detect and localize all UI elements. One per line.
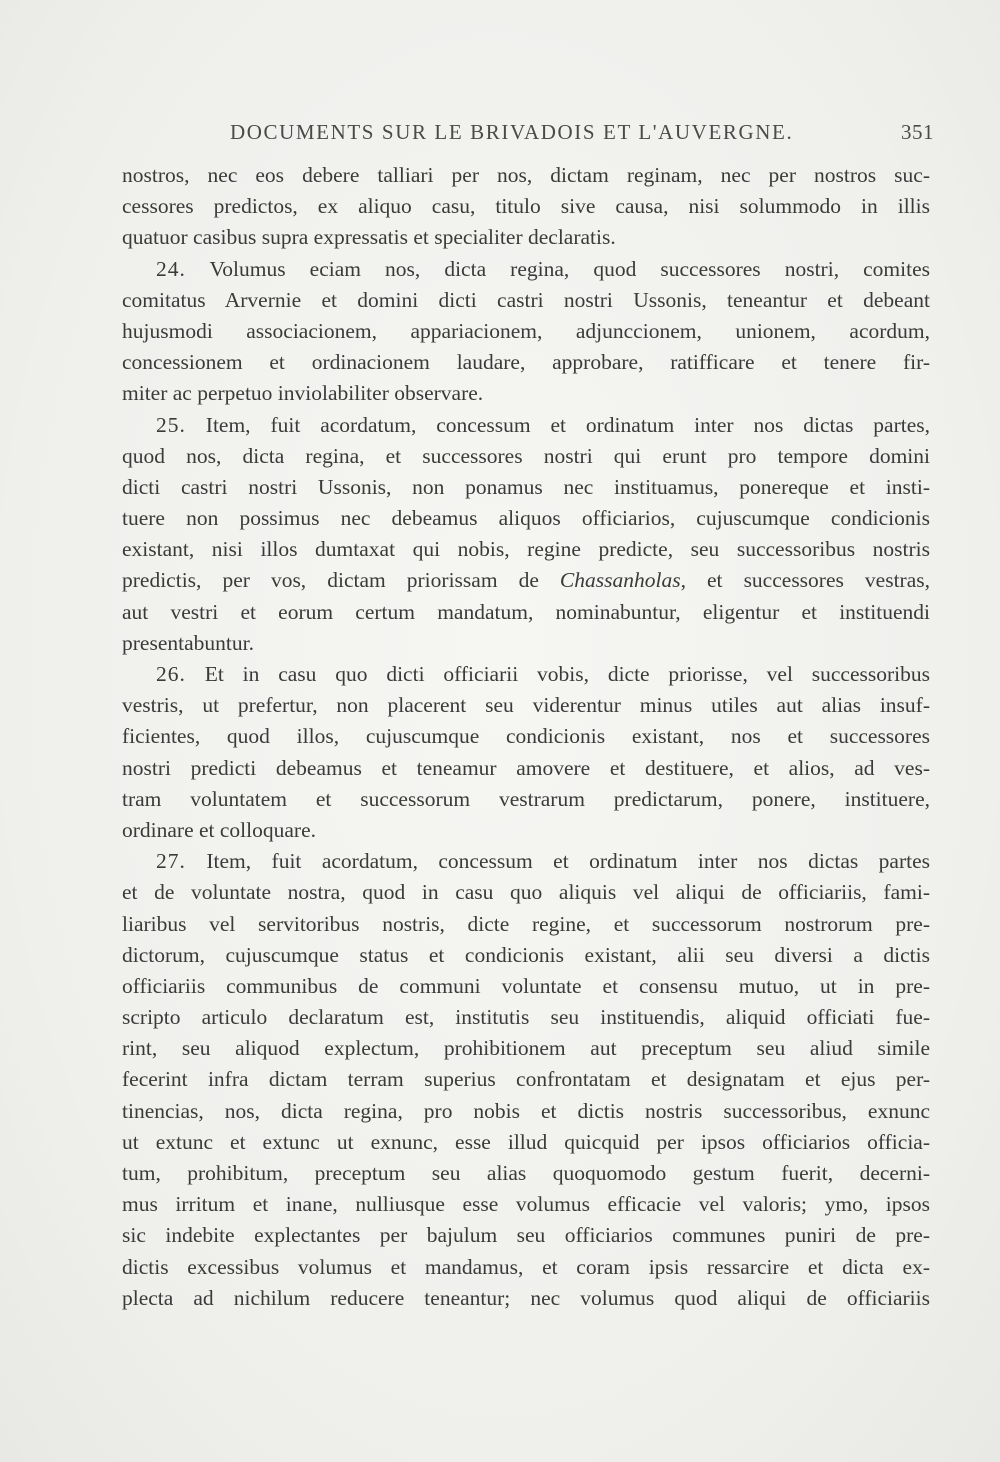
line-text: predictis, per vos, dictam priorissam de <box>122 568 560 593</box>
line-text: Volumus eciam nos, dicta regina, quod successores nostri, comites <box>209 256 930 281</box>
paragraph-number: 26. <box>156 662 186 686</box>
line-text: dictis excessibus volumus et mandamus, et coram ipsis ressarcire et dicta ex- <box>122 1254 930 1279</box>
line-text: vestris, ut prefertur, non placerent seu viderentur minus utiles aut alias insuf- <box>122 693 930 718</box>
line-text: hujusmodi associacionem, appariacionem, adjunccionem, unionem, acordum, <box>122 318 930 343</box>
text-line <box>122 784 930 815</box>
running-title: DOCUMENTS SUR LE BRIVADOIS ET L'AUVERGNE. <box>230 120 794 144</box>
text-line <box>122 1064 930 1095</box>
line-text: dictorum, cujuscumque status et condicionis existant, alii seu diversi a dictis <box>122 942 930 967</box>
text-line <box>122 597 930 628</box>
line-text: , et successores vestras, <box>680 568 930 593</box>
paragraph-first-line <box>122 846 930 877</box>
text-line <box>122 285 930 316</box>
text-line <box>122 1158 930 1189</box>
place-name-italic: Chassanholas <box>559 568 681 593</box>
line-text: Item, fuit acordatum, concessum et ordinatum inter nos dictas partes <box>206 849 930 874</box>
line-text: Et in casu quo dicti officiarii vobis, dicte priorisse, vel successoribus <box>204 662 930 686</box>
line-text: officiariis communibus de communi voluntate et consensu mutuo, ut in pre- <box>122 973 930 998</box>
page-number: 351 <box>901 120 934 144</box>
line-text: et de voluntate nostra, quod in casu quo aliquis vel aliqui de officiariis, fami- <box>122 880 930 905</box>
text-line <box>122 877 930 908</box>
line-text: scripto articulo declaratum est, institutis seu instituendis, aliquid officiati fue- <box>122 1005 930 1030</box>
line-text: ut extunc et extunc ut exnunc, esse illud quicquid per ipsos officiarios officia- <box>122 1129 930 1154</box>
paragraph-first-line <box>122 659 930 690</box>
line-text: liaribus vel servitoribus nostris, dicte regine, et successorum nostrorum pre- <box>122 911 930 936</box>
text-line <box>122 628 930 659</box>
line-text: tram voluntatem et successorum vestrarum predictarum, ponere, instituere, <box>122 786 930 811</box>
paragraph-first-line <box>122 410 930 441</box>
line-text: plecta ad nichilum reducere teneantur; nec volumus quod aliqui de officiariis <box>122 1285 930 1310</box>
text-line <box>122 191 930 222</box>
paragraph-first-line <box>122 254 930 285</box>
text-line <box>122 1283 930 1314</box>
text-line <box>122 441 930 472</box>
line-text: tinencias, nos, dicta regina, pro nobis et dictis nostris successoribus, exnunc <box>122 1098 930 1123</box>
text-line <box>122 316 930 347</box>
text-line <box>122 1220 930 1251</box>
text-line <box>122 503 930 534</box>
text-line <box>122 940 930 971</box>
line-text: ficientes, quod illos, cujuscumque condicionis existant, nos et successores <box>122 724 930 749</box>
line-text: quatuor casibus supra expressatis et specialiter declaratis. <box>122 225 616 250</box>
line-text: miter ac perpetuo inviolabiliter observare. <box>122 381 484 406</box>
body-text <box>122 160 930 1314</box>
line-text: nostros, nec eos debere talliari per nos, dictam reginam, nec per nostros suc- <box>122 163 930 187</box>
text-line <box>122 721 930 752</box>
text-line <box>122 565 930 596</box>
line-text: presentabuntur. <box>122 630 254 655</box>
line-text: dicti castri nostri Ussonis, non ponamus nec instituamus, ponereque et insti- <box>122 474 930 499</box>
line-text: existant, nisi illos dumtaxat qui nobis, regine predicte, seu successoribus nostris <box>122 537 930 562</box>
paragraph-number: 24. <box>156 256 186 281</box>
text-line <box>122 222 930 253</box>
text-line <box>122 378 930 409</box>
text-line <box>122 1189 930 1220</box>
text-line <box>122 160 930 191</box>
line-text: tum, prohibitum, preceptum seu alias quoquomodo gestum fuerit, decerni- <box>122 1161 930 1185</box>
line-text: nostri predicti debeamus et teneamur amovere et destituere, et alios, ad ves- <box>122 755 930 780</box>
text-line <box>122 815 930 846</box>
line-text: concessionem et ordinacionem laudare, approbare, ratifficare et tenere fir- <box>122 350 930 375</box>
line-text: Item, fuit acordatum, concessum et ordinatum inter nos dictas partes, <box>205 412 930 437</box>
text-line <box>122 753 930 784</box>
line-text: tuere non possimus nec debeamus aliquos officiarios, cujuscumque condicionis <box>122 506 930 531</box>
line-text: ordinare et colloquare. <box>122 817 317 842</box>
text-line <box>122 971 930 1002</box>
line-text: comitatus Arvernie et domini dicti castri nostri Ussonis, teneantur et debeant <box>122 287 930 312</box>
line-text: aut vestri et eorum certum mandatum, nominabuntur, eligentur et instituendi <box>122 599 930 624</box>
text-line <box>122 534 930 565</box>
line-text: rint, seu aliquod explectum, prohibitionem aut preceptum seu aliud simile <box>122 1036 930 1061</box>
line-text: quod nos, dicta regina, et successores nostri qui erunt pro tempore domini <box>122 443 930 468</box>
text-line <box>122 1127 930 1158</box>
paragraph-number: 25. <box>156 412 186 437</box>
text-line <box>122 690 930 721</box>
text-line <box>122 347 930 378</box>
text-line <box>122 472 930 503</box>
line-text: cessores predictos, ex aliquo casu, titulo sive causa, nisi solummodo in illis <box>122 194 930 219</box>
paragraph-number: 27. <box>156 849 186 874</box>
text-line <box>122 1033 930 1064</box>
line-text: sic indebite explectantes per bajulum seu officiarios communes puniri de pre- <box>122 1223 930 1248</box>
text-line <box>122 1252 930 1283</box>
text-line <box>122 909 930 940</box>
text-line <box>122 1002 930 1033</box>
line-text: mus irritum et inane, nulliusque esse volumus efficacie vel valoris; ymo, ipsos <box>122 1192 930 1217</box>
text-line <box>122 1096 930 1127</box>
line-text: fecerint infra dictam terram superius confrontatam et designatam et ejus per- <box>122 1067 930 1092</box>
page-header <box>122 120 934 150</box>
